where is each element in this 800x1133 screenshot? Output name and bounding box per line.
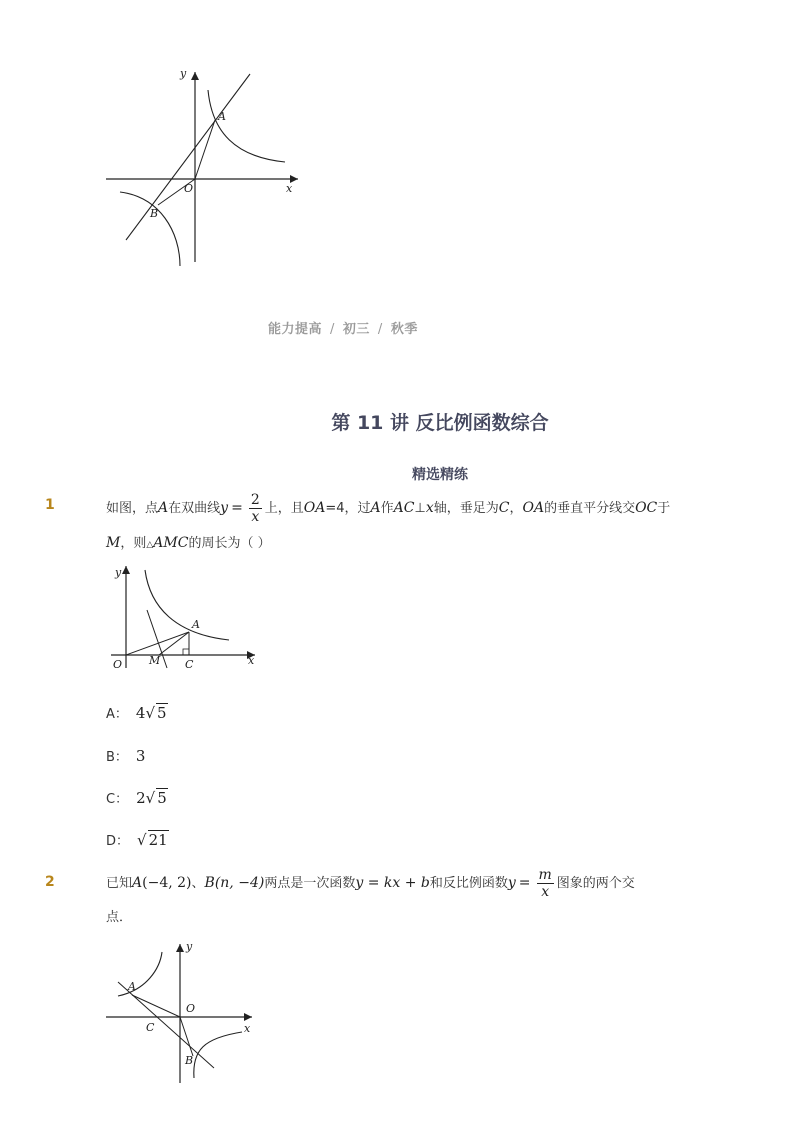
q2-text-segment: 和反比例函数 [429, 876, 508, 891]
q1-fig-point-c-label: C [185, 658, 194, 671]
q1-segment-oa: OA [303, 500, 326, 516]
q1-option-b-value: 3 [135, 747, 146, 765]
q2-fig-origin-label: O [186, 1002, 196, 1015]
q1-option-d-radicand: 21 [148, 831, 168, 849]
section-title: 精选精练 [412, 467, 468, 483]
q1-option-c-value: 2√ 5 [136, 789, 167, 807]
q2-fraction-denominator: x [541, 884, 550, 900]
q2-linear-function: y = kx + b [355, 875, 430, 891]
q1-perp-symbol: ⊥ [414, 501, 426, 516]
q1-option-c-label: C： [106, 792, 129, 807]
q2-fig-point-c-label: C [146, 1021, 155, 1034]
q2-point-b-coord: (n, −4) [214, 875, 265, 891]
q1-x-axis: x [425, 500, 434, 516]
q1-text-segment: 的周长为（ ） [188, 536, 271, 551]
breadcrumb-separator: / [377, 322, 383, 337]
q1-fig-point-a-label: A [192, 618, 200, 631]
q2-fraction [537, 867, 554, 900]
q1-triangle-amc: AMC [153, 535, 189, 551]
q1-fraction [249, 492, 262, 525]
q1-option-c-coef: 2 [136, 789, 146, 807]
q1-option-a-radicand: 5 [157, 704, 167, 722]
q1-func-y: y [220, 500, 229, 516]
q1-option-d-value: √ 21 [137, 831, 168, 849]
fig-top-point-b-label: B [150, 207, 159, 220]
breadcrumb-separator: / [330, 322, 335, 337]
breadcrumb-part-3: 秋季 [390, 322, 418, 337]
q2-text-segment: 、 [191, 876, 205, 891]
q1-segment-oc: OC [635, 500, 658, 516]
question-1-figure [105, 562, 265, 674]
question-1-text [106, 491, 726, 562]
q1-option-b-label: B： [106, 750, 128, 765]
q1-text-segment: ，则 [120, 536, 147, 551]
q1-segment-ac: AC [393, 500, 415, 516]
q2-fig-point-a-label: A [128, 980, 136, 993]
q2-equals: = [518, 875, 531, 891]
q1-text-segment: 上，且 [264, 501, 304, 516]
q1-fraction-numerator: 2 [250, 491, 260, 508]
q1-point-c: C [498, 500, 510, 516]
q1-option-c[interactable] [106, 788, 168, 807]
q1-option-d[interactable] [106, 830, 169, 849]
q1-text-segment: 在双曲线 [168, 501, 221, 516]
q2-fig-y-label: y [186, 940, 193, 953]
fig-top-origin-label: O [184, 182, 194, 195]
breadcrumb [268, 318, 418, 337]
q1-text-segment: 作 [380, 501, 394, 516]
q1-point-a: A [370, 500, 381, 516]
top-hyperbola-figure [100, 62, 310, 272]
q2-point-a-coord: (−4, 2) [142, 875, 192, 891]
q1-text-segment: 于 [657, 501, 671, 516]
question-1-number: 1 [45, 497, 55, 513]
question-2-text [106, 866, 726, 935]
lesson-title: 第 11 讲 反比例函数综合 [331, 412, 549, 434]
q2-fraction-numerator: m [538, 866, 552, 883]
fig-top-point-a-label: A [218, 110, 226, 123]
q1-option-c-radicand: 5 [157, 789, 167, 807]
q1-fraction-denominator: x [251, 509, 260, 525]
q2-fig-point-b-label: B [185, 1054, 194, 1067]
q1-fig-origin-label: O [113, 658, 123, 671]
q1-text-segment: ， [509, 501, 523, 516]
question-2-figure [102, 938, 262, 1086]
q2-point-a: A [132, 875, 143, 891]
q1-text-segment: 的垂直平分线交 [544, 501, 636, 516]
q1-option-a-coef: 4 [135, 704, 146, 722]
q2-text-segment: 点． [106, 910, 133, 925]
q1-option-a-label: A： [106, 707, 128, 722]
fig-top-y-label: y [180, 67, 187, 80]
q1-segment-oa: OA [522, 500, 545, 516]
q2-func-y: y [507, 875, 516, 891]
q2-text-segment: 已知 [106, 876, 133, 891]
q1-text-segment: =4，过 [325, 501, 371, 516]
fig-top-x-label: x [286, 182, 293, 195]
q2-text-segment: 两点是一次函数 [264, 876, 356, 891]
question-2-number: 2 [45, 874, 55, 890]
q1-point-a: A [158, 500, 169, 516]
q1-equals: = [231, 500, 243, 516]
q1-point-m: M [106, 535, 121, 551]
q1-option-d-label: D： [106, 834, 130, 849]
q1-option-a-value: 4√ 5 [135, 704, 167, 722]
q1-fig-point-m-label: M [149, 654, 161, 667]
q1-text-segment: 如图，点 [106, 501, 159, 516]
q2-text-segment: 图象的两个交 [556, 876, 635, 891]
q1-fig-y-label: y [115, 566, 122, 579]
q1-text-segment: 轴，垂足为 [433, 501, 499, 516]
q1-option-b[interactable] [106, 746, 145, 765]
q1-fig-x-label: x [248, 654, 255, 667]
breadcrumb-part-2: 初三 [342, 322, 370, 337]
q2-point-b: B [204, 875, 215, 891]
q1-option-a[interactable] [106, 703, 168, 722]
breadcrumb-part-1: 能力提高 [268, 322, 323, 337]
q2-fig-x-label: x [244, 1022, 251, 1035]
q1-triangle-symbol: △ [146, 540, 154, 550]
